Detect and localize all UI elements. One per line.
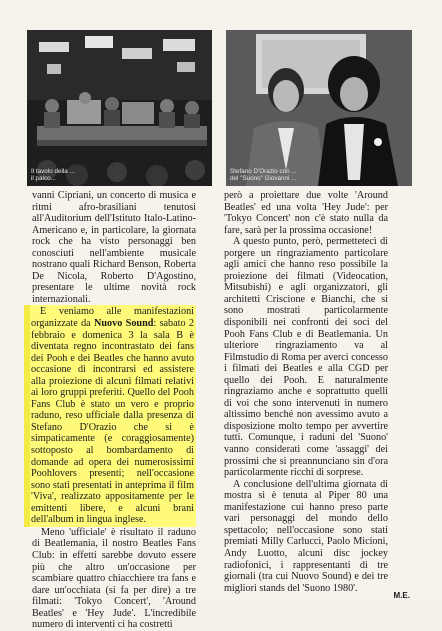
nuovo-sound-bold: Nuovo Sound [94, 318, 154, 330]
stage-photo [27, 30, 212, 186]
column2-paragraph-3: A conclusione dell'ultima giornata di mostra si è tenuta al Piper 80 una manifestazione cui hanno preso parte vari personaggi del mondo dello spettacolo; nell'occasione sono stati premiati Milly Carlucci, Paolo Micioni, Andy Luotto, alcuni disc jockey radiofonici, i rappresentanti di tre giornali (tra cui Nuovo Sound) e dei tre migliori stands del 'Suono 1980'. [224, 478, 388, 594]
stage-photo-image [27, 30, 212, 186]
column1-paragraph-3: Meno 'ufficiale' è risultato il raduno di Beatlemania, il nostro Beatles Fans Club: in effetti sarebbe dovuto essere più che altro un'occasione per scambiare quattro chiacchiere tra fans e dare un'occhiata (si fa per dire) a tre filmati: 'Tokyo Concert', 'Around Beatles' e 'Hey Jude'. L'incredibile numero di interventi ci ha costretti [32, 526, 196, 631]
portrait-photo [226, 30, 412, 186]
column1-paragraph-2-highlighted [30, 305, 196, 526]
column2-paragraph-1: però a proiettare due volte 'Around Beatles' ed una volta 'Hey Jude': per 'Tokyo Concert' non c'è stato nulla da fare, sarà per la prossima occasione! [224, 190, 388, 236]
portrait-photo-image [226, 30, 412, 186]
column2-paragraph-2: A questo punto, però, permettetecì di porgere un ringraziamento particolare agli amici che hanno reso possibile la proiezione dei filmati (Videocation, Mitsubishi) e agli organizzatori, gli architetti Criscione e Bianchi, che si sono mostrati particolarmente disponibili nei confronti dei soci del Pooh Fans Club e di Beatlemania. Un ulteriore ringraziamento va al Filmstudio di Roma per averci concesso i filmati dei Beatles e alla CGD per quello dei Pooh. E naturalmente ringraziamo anche e soprattutto quelli di voi che sono intervenuti in numero altissimo benché non avessimo avuto a disposizione molto tempo per avvertire tutti. Comunque, i raduni del 'Suono' vanno considerati come 'assaggi' dei prossimi che si preannunciano sin d'ora particolarmente ricchi di sorprese. [224, 236, 388, 479]
article-column-1 [32, 190, 196, 631]
author-signature: M.E. [393, 591, 410, 600]
column1-paragraph-2-rest: : sabato 2 febbraio e domenica 3 la sala B è diventata regno incontrastato dei fans dei Pooh e dei Beatles che hanno avuto occasione di incontrarsi ed assistere alla proiezione di alcuni filmati relativi ai loro gruppi preferiti. Quello del Pooh Fans Club è stato un vero e proprio raduno, reso ufficiale dalla presenza di Stefano D'Orazio che si è simpaticamente (e coraggiosamente) sottoposto al bombardamento di domande ad opera dei numerosissimi Poohlovers presenti; nell'occasione sono stati presentati in anteprima il film 'Viva', realizzato appositamente per le emittenti libere, e alcuni brani dell'album in lingua inglese. [31, 318, 195, 526]
stage-photo-caption: Il tavolo della ... il palco... [31, 168, 75, 182]
portrait-photo-caption: Stefano D'Orazio con ... del "Suono" Giovanni ... [230, 168, 297, 182]
column1-paragraph-1: vanni Cipriani, un concerto di musica e ritmi afro-brasiliani tenutosi all'Auditorium dell'Istituto Italo-Latino-Americano e, in particolare, la giornata rock che ha visto personaggi ben conosciuti nell'ambiente musicale nostrano quali Richard Benson, Roberta De Nicola, Roberto D'Agostino, presentare le ultime novità rock internazionali. [32, 190, 196, 305]
article-column-2 [224, 190, 388, 594]
column1-paragraph-2-start: E veniamo alle manifestazioni organizzate da [31, 306, 194, 330]
